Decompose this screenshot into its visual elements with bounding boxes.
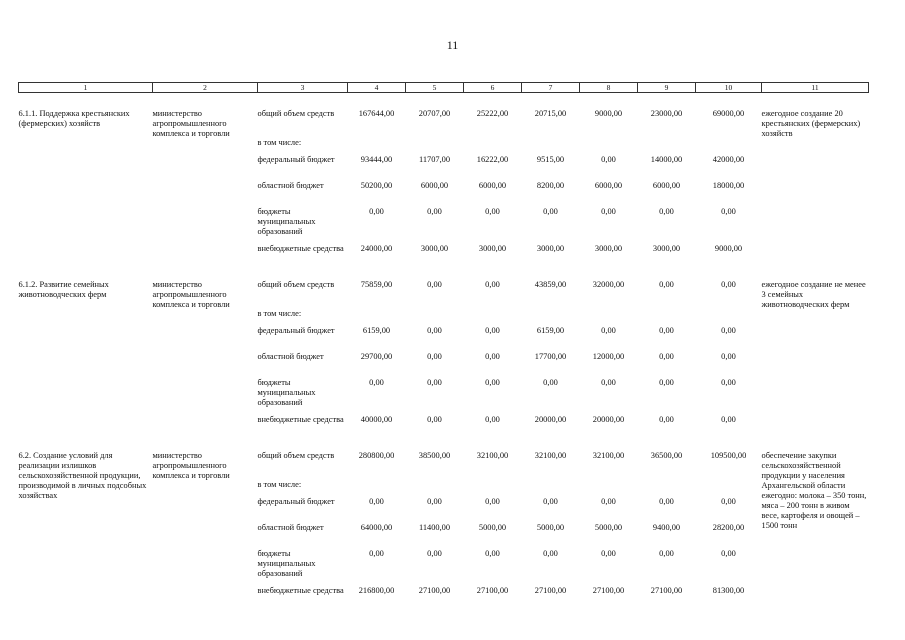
amount-cell: 0,00 xyxy=(659,414,674,424)
funding-source: общий объем средств xyxy=(257,109,335,118)
amount-cell: 0,00 xyxy=(601,154,616,164)
amount-cell: 0,00 xyxy=(369,377,384,387)
amount-cell: 0,00 xyxy=(485,414,500,424)
amount-cell xyxy=(348,480,406,497)
amount-cell: 0,00 xyxy=(601,496,616,506)
amount-cell: 11400,00 xyxy=(418,522,451,532)
amount-cell: 5000,00 xyxy=(478,522,507,532)
amount-cell: 216800,00 xyxy=(358,585,395,595)
column-number-header xyxy=(19,83,869,93)
funding-source: федеральный бюджет xyxy=(257,325,335,335)
amount-cell xyxy=(348,309,406,326)
amount-cell xyxy=(580,138,638,155)
amount-cell: 0,00 xyxy=(427,206,442,216)
measure-name: 6.1.1. Поддержка крестьянских (фермерских) хозяйств xyxy=(18,109,130,128)
column-number: 3 xyxy=(258,83,348,93)
column-number: 5 xyxy=(406,83,464,93)
funding-source: в том числе: xyxy=(257,479,302,489)
executor-name: министерство агропромышленного комплекса и торговли xyxy=(152,279,230,309)
amount-cell: 6159,00 xyxy=(536,325,565,335)
funding-source: общий объем средств xyxy=(257,279,335,289)
amount-cell: 0,00 xyxy=(427,496,442,506)
amount-cell: 0,00 xyxy=(721,206,736,216)
funding-source: в том числе: xyxy=(257,137,302,147)
amount-cell xyxy=(638,480,696,497)
column-number: 1 xyxy=(19,83,153,93)
amount-cell: 0,00 xyxy=(369,206,384,216)
column-number: 4 xyxy=(348,83,406,93)
amount-cell: 0,00 xyxy=(543,206,558,216)
amount-cell xyxy=(406,480,464,497)
funding-source: областной бюджет xyxy=(257,180,324,190)
amount-cell xyxy=(406,138,464,155)
amount-cell: 42000,00 xyxy=(712,154,745,164)
amount-cell: 0,00 xyxy=(721,414,736,424)
amount-cell: 27100,00 xyxy=(476,585,509,595)
amount-cell: 28200,00 xyxy=(712,522,745,532)
amount-cell: 0,00 xyxy=(427,325,442,335)
amount-cell: 20707,00 xyxy=(418,109,451,118)
amount-cell xyxy=(406,309,464,326)
amount-cell: 14000,00 xyxy=(650,154,683,164)
program-table xyxy=(18,82,869,616)
table-row xyxy=(19,93,869,138)
amount-cell: 0,00 xyxy=(601,325,616,335)
amount-cell: 43859,00 xyxy=(534,279,567,289)
amount-cell xyxy=(464,309,522,326)
funding-source: федеральный бюджет xyxy=(257,496,335,506)
amount-cell: 3000,00 xyxy=(478,243,507,253)
amount-cell: 64000,00 xyxy=(360,522,393,532)
amount-cell xyxy=(464,480,522,497)
amount-cell: 12000,00 xyxy=(592,351,625,361)
amount-cell xyxy=(522,309,580,326)
amount-cell: 0,00 xyxy=(369,548,384,558)
amount-cell: 0,00 xyxy=(485,351,500,361)
funding-source: в том числе: xyxy=(257,308,302,318)
amount-cell: 27100,00 xyxy=(592,585,625,595)
column-number: 2 xyxy=(153,83,258,93)
funding-source: общий объем средств xyxy=(257,450,335,460)
amount-cell xyxy=(580,309,638,326)
funding-source: областной бюджет xyxy=(257,351,324,361)
amount-cell xyxy=(348,138,406,155)
amount-cell xyxy=(696,309,762,326)
amount-cell: 280800,00 xyxy=(358,450,395,460)
amount-cell: 0,00 xyxy=(543,496,558,506)
funding-source: областной бюджет xyxy=(257,522,324,532)
amount-cell: 75859,00 xyxy=(360,279,393,289)
amount-cell: 24000,00 xyxy=(360,243,393,253)
amount-cell: 16222,00 xyxy=(476,154,509,164)
funding-source: бюджеты муниципальных образований xyxy=(257,548,316,578)
measure-name: 6.2. Создание условий для реализации излишков сельскохозяйственной продукции, производимой в личных подсобных хозяйствах xyxy=(18,450,147,500)
amount-cell: 40000,00 xyxy=(360,414,393,424)
column-number: 8 xyxy=(580,83,638,93)
table-row xyxy=(19,445,869,480)
amount-cell: 50200,00 xyxy=(360,180,393,190)
amount-cell: 0,00 xyxy=(721,325,736,335)
amount-cell: 27100,00 xyxy=(650,585,683,595)
amount-cell xyxy=(464,138,522,155)
amount-cell: 0,00 xyxy=(659,377,674,387)
amount-cell: 32100,00 xyxy=(592,450,625,460)
amount-cell: 11707,00 xyxy=(418,154,451,164)
table-body xyxy=(19,83,869,616)
amount-cell: 0,00 xyxy=(659,206,674,216)
executor-name: министерство агропромышленного комплекса и торговли xyxy=(152,109,230,138)
amount-cell: 32100,00 xyxy=(534,450,567,460)
amount-cell: 0,00 xyxy=(485,206,500,216)
funding-source: внебюджетные средства xyxy=(257,585,344,595)
amount-cell: 0,00 xyxy=(659,496,674,506)
amount-cell: 0,00 xyxy=(427,414,442,424)
funding-source: бюджеты муниципальных образований xyxy=(257,206,316,236)
amount-cell xyxy=(696,480,762,497)
amount-cell: 3000,00 xyxy=(420,243,449,253)
table-row xyxy=(19,274,869,309)
amount-cell: 0,00 xyxy=(369,496,384,506)
amount-cell xyxy=(580,480,638,497)
amount-cell: 17700,00 xyxy=(534,351,567,361)
funding-source: внебюджетные средства xyxy=(257,243,344,253)
amount-cell: 3000,00 xyxy=(594,243,623,253)
amount-cell: 93444,00 xyxy=(360,154,393,164)
amount-cell: 32100,00 xyxy=(476,450,509,460)
column-number: 9 xyxy=(638,83,696,93)
amount-cell: 3000,00 xyxy=(536,243,565,253)
amount-cell: 0,00 xyxy=(721,496,736,506)
amount-cell: 109500,00 xyxy=(710,450,747,460)
amount-cell xyxy=(638,309,696,326)
amount-cell: 0,00 xyxy=(659,279,674,289)
amount-cell: 0,00 xyxy=(427,377,442,387)
amount-cell: 0,00 xyxy=(485,325,500,335)
amount-cell: 6159,00 xyxy=(362,325,391,335)
amount-cell: 32000,00 xyxy=(592,279,625,289)
amount-cell: 20715,00 xyxy=(534,109,567,118)
amount-cell: 29700,00 xyxy=(360,351,393,361)
column-number: 7 xyxy=(522,83,580,93)
amount-cell: 25222,00 xyxy=(476,109,509,118)
column-number: 11 xyxy=(762,83,869,93)
amount-cell: 3000,00 xyxy=(652,243,681,253)
amount-cell: 38500,00 xyxy=(418,450,451,460)
amount-cell: 18000,00 xyxy=(712,180,745,190)
amount-cell: 0,00 xyxy=(601,206,616,216)
amount-cell: 0,00 xyxy=(485,548,500,558)
amount-cell: 9000,00 xyxy=(714,243,743,253)
amount-cell: 27100,00 xyxy=(418,585,451,595)
column-number: 6 xyxy=(464,83,522,93)
amount-cell: 5000,00 xyxy=(594,522,623,532)
funding-source: федеральный бюджет xyxy=(257,154,335,164)
amount-cell: 0,00 xyxy=(485,279,500,289)
amount-cell: 0,00 xyxy=(721,377,736,387)
amount-cell xyxy=(522,480,580,497)
page-number: 11 xyxy=(446,38,459,52)
amount-cell: 36500,00 xyxy=(650,450,683,460)
amount-cell xyxy=(638,138,696,155)
amount-cell: 0,00 xyxy=(427,279,442,289)
amount-cell: 6000,00 xyxy=(420,180,449,190)
amount-cell: 0,00 xyxy=(721,279,736,289)
amount-cell xyxy=(696,138,762,155)
amount-cell: 9515,00 xyxy=(536,154,565,164)
expected-result: ежегодное создание 20 крестьянских (фермерских) хозяйств xyxy=(761,109,861,138)
amount-cell: 0,00 xyxy=(485,377,500,387)
amount-cell: 0,00 xyxy=(659,325,674,335)
measure-name: 6.1.2. Развитие семейных животноводческих ферм xyxy=(18,279,109,299)
expected-result: ежегодное создание не менее 3 семейных животноводческих ферм xyxy=(761,279,866,309)
amount-cell: 6000,00 xyxy=(652,180,681,190)
amount-cell: 0,00 xyxy=(721,351,736,361)
amount-cell: 0,00 xyxy=(427,351,442,361)
amount-cell: 0,00 xyxy=(659,548,674,558)
amount-cell: 0,00 xyxy=(601,548,616,558)
funding-source: бюджеты муниципальных образований xyxy=(257,377,316,407)
amount-cell: 23000,00 xyxy=(650,109,683,118)
amount-cell: 81300,00 xyxy=(712,585,745,595)
amount-cell: 0,00 xyxy=(427,548,442,558)
amount-cell: 20000,00 xyxy=(592,414,625,424)
amount-cell: 0,00 xyxy=(543,377,558,387)
funding-source: внебюджетные средства xyxy=(257,414,344,424)
amount-cell: 20000,00 xyxy=(534,414,567,424)
amount-cell: 6000,00 xyxy=(594,180,623,190)
expected-result: обеспечение закупки сельскохозяйственной продукции у населения Архангельской области ежегодно: молока – 350 тонн, мяса – 200 тонн в живом весе, картофеля и овощей – 1500 тонн xyxy=(761,450,867,530)
amount-cell: 0,00 xyxy=(543,548,558,558)
amount-cell: 6000,00 xyxy=(478,180,507,190)
amount-cell: 69000,00 xyxy=(712,109,745,118)
amount-cell: 0,00 xyxy=(659,351,674,361)
amount-cell: 27100,00 xyxy=(534,585,567,595)
executor-name: министерство агропромышленного комплекса и торговли xyxy=(152,450,230,480)
amount-cell: 9400,00 xyxy=(652,522,681,532)
amount-cell: 5000,00 xyxy=(536,522,565,532)
amount-cell: 9000,00 xyxy=(594,109,623,118)
amount-cell: 0,00 xyxy=(485,496,500,506)
column-number: 10 xyxy=(696,83,762,93)
amount-cell: 167644,00 xyxy=(358,109,395,118)
amount-cell: 8200,00 xyxy=(536,180,565,190)
amount-cell xyxy=(522,138,580,155)
amount-cell: 0,00 xyxy=(721,548,736,558)
amount-cell: 0,00 xyxy=(601,377,616,387)
